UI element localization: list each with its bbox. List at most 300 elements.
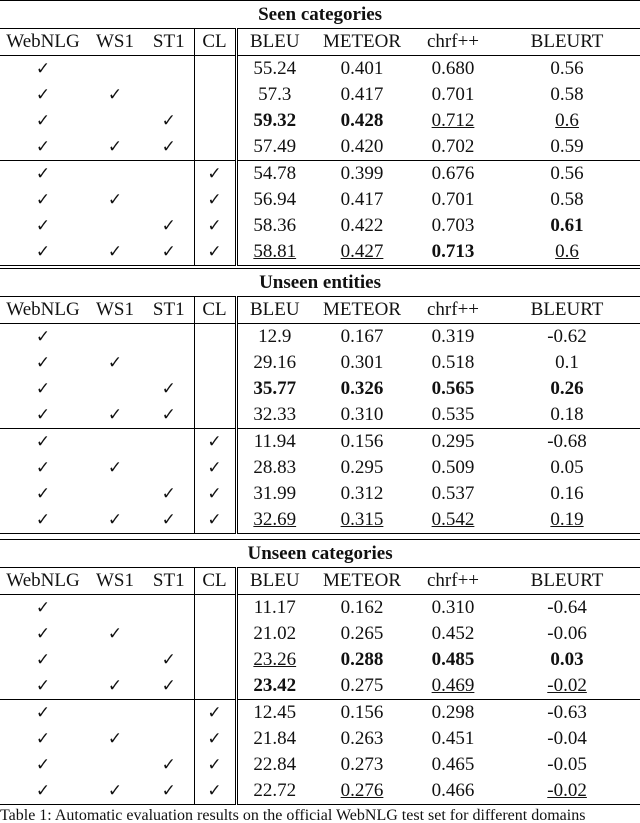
metric-cell-bleurt: 0.58	[550, 84, 584, 105]
table-row	[0, 82, 640, 108]
empty-flag-cell	[144, 621, 194, 647]
empty-flag-cell	[86, 56, 144, 83]
metric-cell-bleurt: 0.19	[494, 507, 640, 534]
metric-cell-bleu: 35.77	[253, 378, 297, 399]
metric-cell-bleurt: 0.18	[550, 404, 584, 425]
check-icon: ✓	[107, 85, 123, 105]
table-row	[0, 56, 640, 83]
column-header: METEOR	[312, 297, 412, 324]
column-header: ST1	[144, 29, 194, 56]
flag-cell-webnlg	[0, 752, 86, 778]
metric-cell-chrf: 0.703	[431, 215, 475, 236]
flag-cell-webnlg	[0, 778, 86, 805]
flag-cell-webnlg	[0, 213, 86, 239]
flag-cell-ws1	[86, 187, 144, 213]
empty-flag-cell	[194, 108, 236, 134]
flag-cell-ws1	[86, 778, 144, 805]
metric-cell-chrf: 0.535	[431, 404, 475, 425]
check-icon: ✓	[107, 137, 123, 157]
empty-flag-cell	[194, 134, 236, 161]
metric-cell-bleurt: -0.05	[547, 754, 587, 775]
metric-cell-meteor: 0.295	[340, 457, 384, 478]
results-table-section	[0, 539, 640, 805]
metric-cell-bleurt: -0.06	[547, 623, 587, 644]
check-icon: ✓	[107, 624, 123, 644]
flag-cell-ws1	[86, 673, 144, 700]
flag-cell-ws1	[86, 82, 144, 108]
metric-cell-bleurt: -0.02	[547, 675, 587, 696]
table-row	[0, 700, 640, 727]
metric-cell-bleurt: 0.56	[550, 58, 584, 79]
table-row	[0, 187, 640, 213]
check-icon: ✓	[35, 85, 51, 105]
section-title: Seen categories	[0, 1, 640, 29]
flag-cell-webnlg	[0, 647, 86, 673]
flag-cell-cl	[194, 187, 236, 213]
flag-cell-ws1	[86, 726, 144, 752]
check-icon: ✓	[107, 510, 123, 530]
empty-flag-cell	[144, 455, 194, 481]
check-icon: ✓	[35, 59, 51, 79]
metric-cell-chrf: 0.465	[431, 754, 475, 775]
check-icon: ✓	[207, 432, 222, 452]
check-icon: ✓	[35, 598, 51, 618]
flag-cell-webnlg	[0, 134, 86, 161]
section-title: Unseen categories	[0, 540, 640, 568]
column-header: BLEURT	[494, 297, 640, 324]
check-icon: ✓	[161, 216, 176, 236]
flag-cell-webnlg	[0, 621, 86, 647]
flag-cell-webnlg	[0, 324, 86, 351]
check-icon: ✓	[161, 111, 176, 131]
flag-cell-cl	[194, 507, 236, 534]
table-row	[0, 507, 640, 534]
check-icon: ✓	[107, 353, 123, 373]
empty-flag-cell	[144, 595, 194, 622]
table-row	[0, 647, 640, 673]
check-icon: ✓	[207, 190, 222, 210]
flag-cell-webnlg	[0, 700, 86, 727]
metric-cell-meteor: 0.310	[340, 404, 384, 425]
column-header: WS1	[86, 568, 144, 595]
column-header: chrf++	[412, 568, 494, 595]
check-icon: ✓	[35, 353, 51, 373]
metric-cell-meteor: 0.428	[340, 110, 384, 131]
check-icon: ✓	[35, 327, 51, 347]
metric-cell-chrf: 0.319	[431, 326, 475, 347]
empty-flag-cell	[194, 56, 236, 83]
flag-cell-webnlg	[0, 595, 86, 622]
empty-flag-cell	[194, 402, 236, 429]
column-header: METEOR	[312, 29, 412, 56]
flag-cell-cl	[194, 778, 236, 805]
table-row	[0, 481, 640, 507]
metric-cell-bleu: 23.42	[253, 675, 297, 696]
check-icon: ✓	[207, 729, 222, 749]
metric-cell-bleurt: 0.61	[550, 215, 584, 236]
metric-cell-meteor: 0.273	[340, 754, 384, 775]
check-icon: ✓	[161, 484, 176, 504]
table-caption: Table 1: Automatic evaluation results on the official WebNLG test set for different domains	[0, 807, 586, 823]
metric-cell-bleu: 31.99	[253, 483, 297, 504]
empty-flag-cell	[194, 595, 236, 622]
metric-cell-chrf: 0.680	[431, 58, 475, 79]
metric-cell-meteor: 0.263	[340, 728, 384, 749]
check-icon: ✓	[35, 676, 51, 696]
flag-cell-st1	[144, 507, 194, 534]
empty-flag-cell	[144, 726, 194, 752]
flag-cell-cl	[194, 455, 236, 481]
metric-cell-meteor: 0.276	[312, 778, 412, 805]
column-header: WS1	[86, 29, 144, 56]
metric-cell-bleu: 21.84	[253, 728, 297, 749]
results-table	[0, 539, 640, 805]
metric-cell-meteor: 0.315	[312, 507, 412, 534]
table-row	[0, 213, 640, 239]
flag-cell-ws1	[86, 350, 144, 376]
column-header: BLEURT	[494, 568, 640, 595]
metric-cell-meteor: 0.312	[340, 483, 384, 504]
check-icon: ✓	[35, 137, 51, 157]
flag-cell-st1	[144, 134, 194, 161]
check-icon: ✓	[35, 379, 51, 399]
metric-cell-meteor: 0.326	[340, 378, 384, 399]
flag-cell-webnlg	[0, 402, 86, 429]
flag-cell-ws1	[86, 621, 144, 647]
metric-cell-chrf: 0.701	[431, 189, 475, 210]
metric-cell-bleu: 59.32	[253, 110, 297, 131]
table-row	[0, 376, 640, 402]
check-icon: ✓	[35, 624, 51, 644]
empty-flag-cell	[144, 187, 194, 213]
check-icon: ✓	[161, 755, 176, 775]
column-header: BLEU	[236, 297, 312, 324]
empty-flag-cell	[194, 673, 236, 700]
flag-cell-ws1	[86, 402, 144, 429]
flag-cell-cl	[194, 213, 236, 239]
flag-cell-st1	[144, 239, 194, 266]
empty-flag-cell	[194, 350, 236, 376]
flag-cell-st1	[144, 376, 194, 402]
check-icon: ✓	[35, 781, 51, 801]
metric-cell-bleu: 23.26	[253, 649, 297, 670]
flag-cell-st1	[144, 213, 194, 239]
metric-cell-bleu: 56.94	[253, 189, 297, 210]
check-icon: ✓	[161, 676, 176, 696]
column-header: WebNLG	[0, 29, 86, 56]
check-icon: ✓	[107, 729, 123, 749]
metric-cell-meteor: 0.275	[340, 675, 384, 696]
metric-cell-meteor: 0.265	[340, 623, 384, 644]
flag-cell-webnlg	[0, 187, 86, 213]
check-icon: ✓	[161, 650, 176, 670]
check-icon: ✓	[107, 190, 123, 210]
metric-cell-bleu: 12.9	[258, 326, 292, 347]
flag-cell-st1	[144, 402, 194, 429]
column-header: ST1	[144, 568, 194, 595]
flag-cell-st1	[144, 647, 194, 673]
flag-cell-ws1	[86, 455, 144, 481]
table-row	[0, 621, 640, 647]
metric-cell-bleurt: 0.56	[494, 161, 640, 188]
metric-cell-bleu: 54.78	[236, 161, 312, 188]
check-icon: ✓	[107, 242, 123, 262]
check-icon: ✓	[207, 703, 222, 723]
check-icon: ✓	[107, 676, 123, 696]
metric-cell-bleu: 29.16	[253, 352, 297, 373]
empty-flag-cell	[144, 350, 194, 376]
table-row	[0, 324, 640, 351]
metric-cell-bleu: 57.3	[258, 84, 292, 105]
empty-flag-cell	[144, 429, 194, 456]
check-icon: ✓	[35, 729, 51, 749]
check-icon: ✓	[207, 484, 222, 504]
check-icon: ✓	[207, 510, 222, 530]
empty-flag-cell	[144, 82, 194, 108]
results-table	[0, 268, 640, 534]
flag-cell-webnlg	[0, 507, 86, 534]
check-icon: ✓	[35, 242, 51, 262]
metric-cell-bleu: 32.69	[236, 507, 312, 534]
flag-cell-st1	[144, 108, 194, 134]
column-header: chrf++	[412, 297, 494, 324]
metric-cell-meteor: 0.167	[340, 326, 384, 347]
metric-cell-meteor: 0.156	[312, 700, 412, 727]
metric-cell-bleurt: 0.59	[550, 136, 584, 157]
flag-cell-webnlg	[0, 429, 86, 456]
metric-cell-bleurt: -0.04	[547, 728, 587, 749]
metric-cell-bleurt: 0.58	[550, 189, 584, 210]
empty-flag-cell	[86, 429, 144, 456]
metric-cell-meteor: 0.401	[340, 58, 384, 79]
column-header: METEOR	[312, 568, 412, 595]
metric-cell-chrf: 0.702	[431, 136, 475, 157]
empty-flag-cell	[194, 647, 236, 673]
flag-cell-cl	[194, 481, 236, 507]
empty-flag-cell	[86, 481, 144, 507]
flag-cell-ws1	[86, 239, 144, 266]
metric-cell-chrf: 0.310	[431, 597, 475, 618]
metric-cell-meteor: 0.288	[340, 649, 384, 670]
check-icon: ✓	[35, 432, 51, 452]
metric-cell-bleu: 22.84	[253, 754, 297, 775]
empty-flag-cell	[144, 700, 194, 727]
empty-flag-cell	[144, 56, 194, 83]
results-table	[0, 0, 640, 266]
empty-flag-cell	[86, 595, 144, 622]
flag-cell-st1	[144, 778, 194, 805]
check-icon: ✓	[107, 405, 123, 425]
metric-cell-bleurt: -0.62	[547, 326, 587, 347]
flag-cell-webnlg	[0, 376, 86, 402]
metric-cell-chrf: 0.485	[431, 649, 475, 670]
metric-cell-chrf: 0.712	[431, 110, 475, 131]
table-row	[0, 778, 640, 805]
metric-cell-bleu: 11.94	[236, 429, 312, 456]
metric-cell-meteor: 0.417	[340, 189, 384, 210]
table-row	[0, 455, 640, 481]
flag-cell-cl	[194, 726, 236, 752]
metric-cell-bleu: 28.83	[253, 457, 297, 478]
metric-cell-bleurt: 0.6	[555, 110, 579, 131]
metric-cell-bleurt: 0.1	[555, 352, 579, 373]
column-header: WebNLG	[0, 297, 86, 324]
empty-flag-cell	[86, 213, 144, 239]
empty-flag-cell	[194, 82, 236, 108]
metric-cell-bleurt: 0.05	[550, 457, 584, 478]
flag-cell-webnlg	[0, 673, 86, 700]
metric-cell-chrf: 0.509	[431, 457, 475, 478]
table-row	[0, 595, 640, 622]
check-icon: ✓	[161, 510, 176, 530]
check-icon: ✓	[207, 458, 222, 478]
check-icon: ✓	[35, 755, 51, 775]
flag-cell-webnlg	[0, 726, 86, 752]
metric-cell-bleurt: 0.03	[550, 649, 584, 670]
check-icon: ✓	[107, 781, 123, 801]
table-row	[0, 350, 640, 376]
metric-cell-bleu: 55.24	[253, 58, 297, 79]
metric-cell-bleu: 11.17	[253, 597, 296, 618]
empty-flag-cell	[86, 161, 144, 188]
check-icon: ✓	[207, 242, 222, 262]
column-header: BLEU	[236, 29, 312, 56]
metric-cell-bleu: 21.02	[253, 623, 297, 644]
table-row	[0, 134, 640, 161]
check-icon: ✓	[161, 781, 176, 801]
empty-flag-cell	[144, 324, 194, 351]
metric-cell-meteor: 0.417	[340, 84, 384, 105]
metric-cell-chrf: 0.469	[431, 675, 475, 696]
check-icon: ✓	[35, 510, 51, 530]
check-icon: ✓	[207, 164, 222, 184]
results-table-section	[0, 0, 640, 266]
column-header: BLEU	[236, 568, 312, 595]
metric-cell-chrf: 0.701	[431, 84, 475, 105]
check-icon: ✓	[207, 781, 222, 801]
metric-cell-bleu: 32.33	[253, 404, 297, 425]
check-icon: ✓	[35, 405, 51, 425]
check-icon: ✓	[161, 379, 176, 399]
metric-cell-bleurt: -0.02	[494, 778, 640, 805]
metric-cell-chrf: 0.713	[412, 239, 494, 266]
metric-cell-meteor: 0.156	[312, 429, 412, 456]
column-header: WebNLG	[0, 568, 86, 595]
column-header: CL	[194, 297, 236, 324]
metric-cell-meteor: 0.420	[340, 136, 384, 157]
table-row	[0, 402, 640, 429]
flag-cell-st1	[144, 752, 194, 778]
column-header: CL	[194, 568, 236, 595]
check-icon: ✓	[35, 484, 51, 504]
section-title: Unseen entities	[0, 269, 640, 297]
flag-cell-cl	[194, 700, 236, 727]
metric-cell-bleurt: -0.68	[494, 429, 640, 456]
column-header: chrf++	[412, 29, 494, 56]
metric-cell-bleu: 58.81	[236, 239, 312, 266]
check-icon: ✓	[35, 164, 51, 184]
table-row	[0, 239, 640, 266]
metric-cell-chrf: 0.298	[412, 700, 494, 727]
empty-flag-cell	[86, 376, 144, 402]
metric-cell-chrf: 0.452	[431, 623, 475, 644]
flag-cell-ws1	[86, 507, 144, 534]
empty-flag-cell	[86, 647, 144, 673]
metric-cell-chrf: 0.518	[431, 352, 475, 373]
empty-flag-cell	[194, 621, 236, 647]
flag-cell-webnlg	[0, 481, 86, 507]
metric-cell-chrf: 0.565	[431, 378, 475, 399]
check-icon: ✓	[161, 242, 176, 262]
table-row	[0, 108, 640, 134]
check-icon: ✓	[35, 216, 51, 236]
flag-cell-webnlg	[0, 82, 86, 108]
flag-cell-cl	[194, 752, 236, 778]
check-icon: ✓	[107, 458, 123, 478]
metric-cell-chrf: 0.542	[412, 507, 494, 534]
empty-flag-cell	[194, 324, 236, 351]
metric-cell-chrf: 0.537	[431, 483, 475, 504]
flag-cell-st1	[144, 481, 194, 507]
empty-flag-cell	[86, 700, 144, 727]
flag-cell-cl	[194, 429, 236, 456]
table-row	[0, 752, 640, 778]
metric-cell-bleu: 57.49	[253, 136, 297, 157]
metric-cell-meteor: 0.399	[312, 161, 412, 188]
metric-cell-meteor: 0.301	[340, 352, 384, 373]
table-row	[0, 429, 640, 456]
flag-cell-webnlg	[0, 161, 86, 188]
flag-cell-st1	[144, 673, 194, 700]
metric-cell-chrf: 0.295	[412, 429, 494, 456]
column-header: ST1	[144, 297, 194, 324]
flag-cell-ws1	[86, 134, 144, 161]
flag-cell-webnlg	[0, 455, 86, 481]
check-icon: ✓	[161, 137, 176, 157]
check-icon: ✓	[35, 703, 51, 723]
metric-cell-bleurt: -0.63	[494, 700, 640, 727]
flag-cell-webnlg	[0, 239, 86, 266]
table-row	[0, 673, 640, 700]
flag-cell-cl	[194, 239, 236, 266]
column-header: CL	[194, 29, 236, 56]
metric-cell-chrf: 0.676	[412, 161, 494, 188]
flag-cell-webnlg	[0, 108, 86, 134]
table-row	[0, 161, 640, 188]
metric-cell-bleurt: 0.26	[550, 378, 584, 399]
check-icon: ✓	[161, 405, 176, 425]
empty-flag-cell	[194, 376, 236, 402]
flag-cell-cl	[194, 161, 236, 188]
empty-flag-cell	[86, 752, 144, 778]
metric-cell-meteor: 0.162	[340, 597, 384, 618]
metric-cell-bleu: 58.36	[253, 215, 297, 236]
metric-cell-chrf: 0.451	[431, 728, 475, 749]
results-table-section	[0, 268, 640, 534]
empty-flag-cell	[86, 108, 144, 134]
flag-cell-webnlg	[0, 56, 86, 83]
metric-cell-bleurt: 0.6	[494, 239, 640, 266]
metric-cell-meteor: 0.422	[340, 215, 384, 236]
column-header: WS1	[86, 297, 144, 324]
metric-cell-chrf: 0.466	[412, 778, 494, 805]
check-icon: ✓	[207, 216, 222, 236]
column-header: BLEURT	[494, 29, 640, 56]
check-icon: ✓	[207, 755, 222, 775]
check-icon: ✓	[35, 190, 51, 210]
empty-flag-cell	[86, 324, 144, 351]
check-icon: ✓	[35, 650, 51, 670]
